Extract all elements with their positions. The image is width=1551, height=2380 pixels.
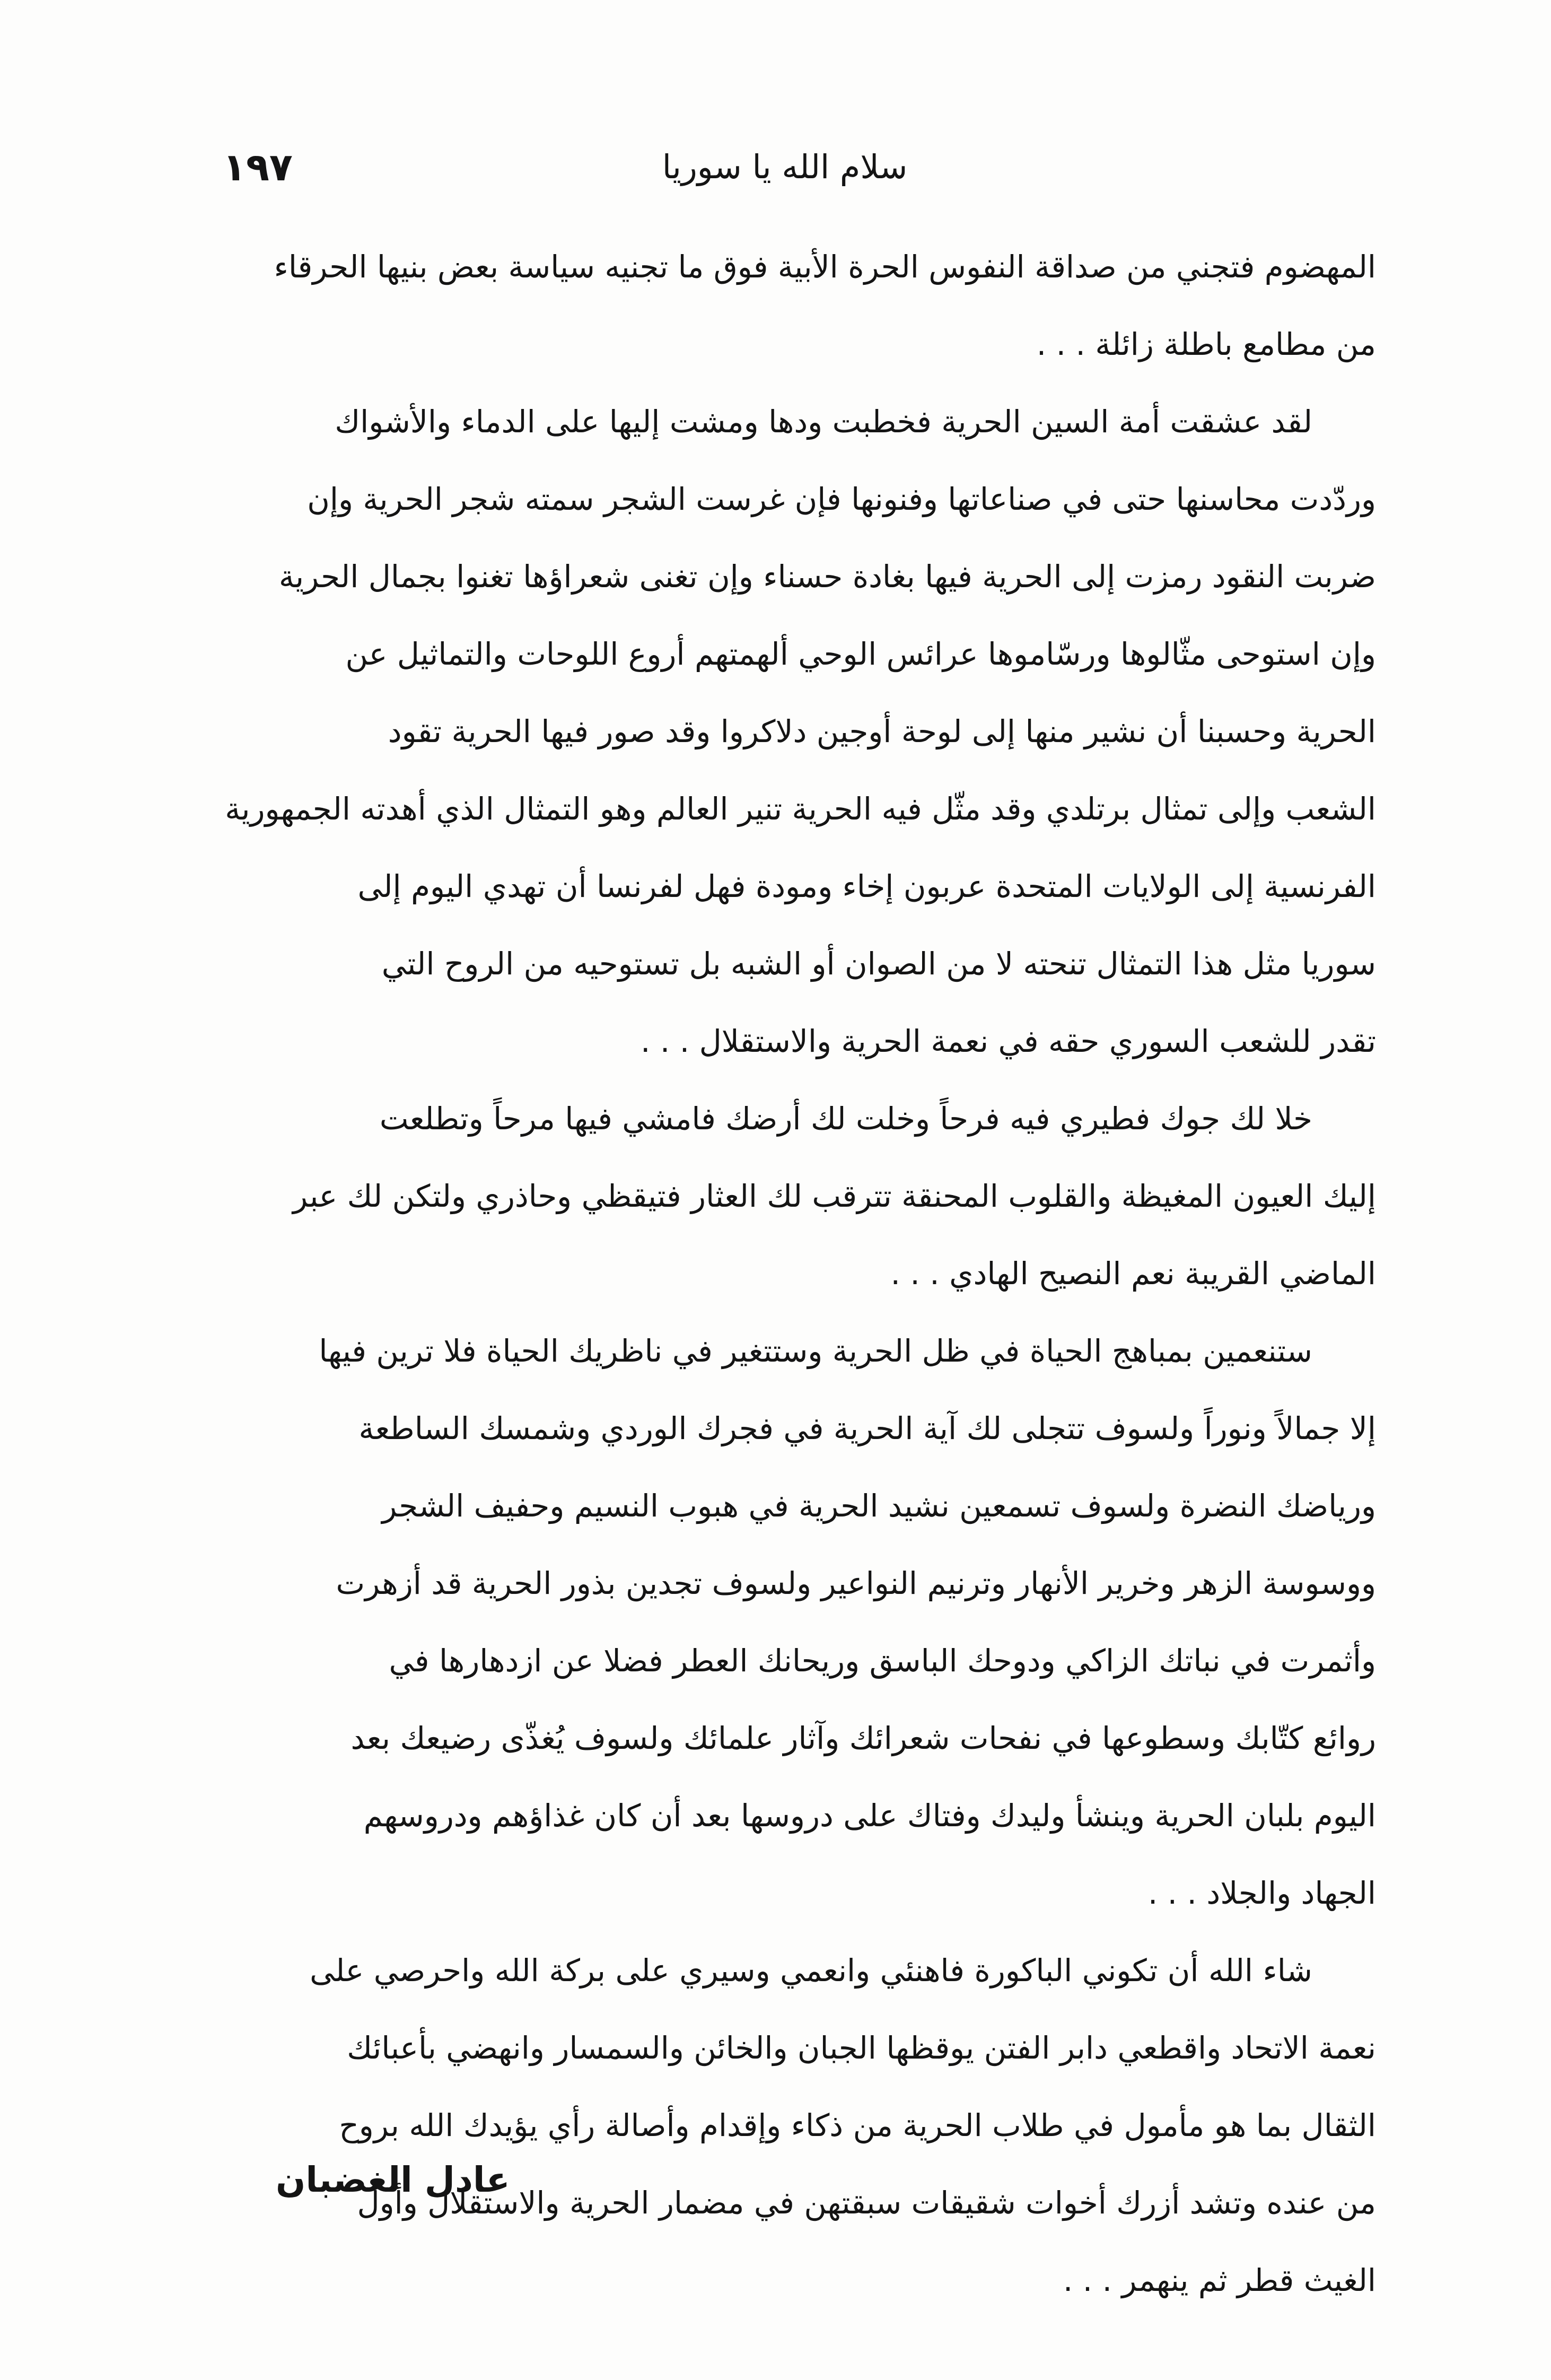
paragraph-5 — [175, 1932, 1376, 2319]
text-line: الجهاد والجلاد . . . — [1147, 1875, 1376, 1911]
text-line: روائع كتّابك وسطوعها في نفحات شعرائك وآثار علمائك ولسوف يُغذّى رضيعك بعد — [350, 1720, 1376, 1756]
text-line: نعمة الاتحاد واقطعي دابر الفتن يوقظها الجبان والخائن والسمسار وانهضي بأعبائك — [347, 2030, 1376, 2066]
text-line: الغيث قطر ثم ينهمر . . . — [1063, 2262, 1376, 2298]
text-line: الشعب وإلى تمثال برتلدي وقد مثّل فيه الحرية تنير العالم وهو التمثال الذي أهدته الجمهورية — [225, 791, 1376, 827]
text-line: ستنعمين بمباهج الحياة في ظل الحرية وستتغير في ناظريك الحياة فلا ترين فيها — [319, 1333, 1312, 1369]
paragraph-2 — [175, 383, 1376, 1080]
paragraph-1 — [175, 228, 1376, 383]
text-line: الماضي القريبة نعم النصيح الهادي . . . — [890, 1256, 1376, 1292]
paragraph-3 — [175, 1080, 1376, 1312]
text-line: اليوم بلبان الحرية وينشأ وليدك وفتاك على دروسها بعد أن كان غذاؤهم ودروسهم — [363, 1798, 1376, 1834]
page-number: ١٩٧ — [223, 145, 293, 189]
body-text — [175, 228, 1376, 2319]
text-line: المهضوم فتجني من صداقة النفوس الحرة الأبية فوق ما تجنيه سياسة بعض بنيها الحرقاء — [274, 249, 1376, 285]
author-signature: عادل الغضبان — [276, 2159, 510, 2200]
text-line: خلا لك جوك فطيري فيه فرحاً وخلت لك أرضك فامشي فيها مرحاً وتطلعت — [379, 1101, 1312, 1137]
text-line: الحرية وحسبنا أن نشير منها إلى لوحة أوجين دلاكروا وقد صور فيها الحرية تقود — [388, 713, 1376, 749]
text-line: شاء الله أن تكوني الباكورة فاهنئي وانعمي وسيري على بركة الله واحرصي على — [310, 1952, 1312, 1989]
page-header — [191, 135, 1379, 199]
text-line: الثقال بما هو مأمول في طلاب الحرية من ذكاء وإقدام وأصالة رأي يؤيدك الله بروح — [339, 2107, 1376, 2143]
text-line: من مطامع باطلة زائلة . . . — [1036, 326, 1376, 362]
text-line: لقد عشقت أمة السين الحرية فخطبت ودها ومشت إليها على الدماء والأشواك — [335, 404, 1312, 440]
text-line: إليك العيون المغيظة والقلوب المحنقة تترقب لك العثار فتيقظي وحاذري ولتكن لك عبر — [293, 1178, 1376, 1214]
text-line: ووسوسة الزهر وخرير الأنهار وترنيم النواعير ولسوف تجدين بذور الحرية قد أزهرت — [336, 1565, 1376, 1601]
text-line: ضربت النقود رمزت إلى الحرية فيها بغادة حسناء وإن تغنى شعراؤها تغنوا بجمال الحرية — [278, 559, 1376, 595]
text-line: من عنده وتشد أزرك أخوات شقيقات سبقتهن في مضمار الحرية والاستقلال وأول — [357, 2185, 1376, 2221]
text-line: وردّدت محاسنها حتى في صناعاتها وفنونها فإن غرست الشجر سمته شجر الحرية وإن — [307, 481, 1376, 517]
text-line: ورياضك النضرة ولسوف تسمعين نشيد الحرية في هبوب النسيم وحفيف الشجر — [382, 1488, 1376, 1524]
text-line: تقدر للشعب السوري حقه في نعمة الحرية والاستقلال . . . — [640, 1023, 1376, 1059]
paragraph-4 — [175, 1312, 1376, 1932]
text-line: الفرنسية إلى الولايات المتحدة عربون إخاء ومودة فهل لفرنسا أن تهدي اليوم إلى — [357, 868, 1376, 904]
text-line: إلا جمالاً ونوراً ولسوف تتجلى لك آية الحرية في فجرك الوردي وشمسك الساطعة — [358, 1410, 1376, 1446]
running-title: سلام الله يا سوريا — [662, 147, 908, 186]
text-line: سوريا مثل هذا التمثال تنحته لا من الصوان أو الشبه بل تستوحيه من الروح التي — [381, 946, 1376, 982]
text-line: وإن استوحى مثّالوها ورسّاموها عرائس الوحي ألهمتهم أروع اللوحات والتماثيل عن — [345, 636, 1376, 672]
text-line: وأثمرت في نباتك الزاكي ودوحك الباسق وريحانك العطر فضلا عن ازدهارها في — [389, 1643, 1376, 1679]
